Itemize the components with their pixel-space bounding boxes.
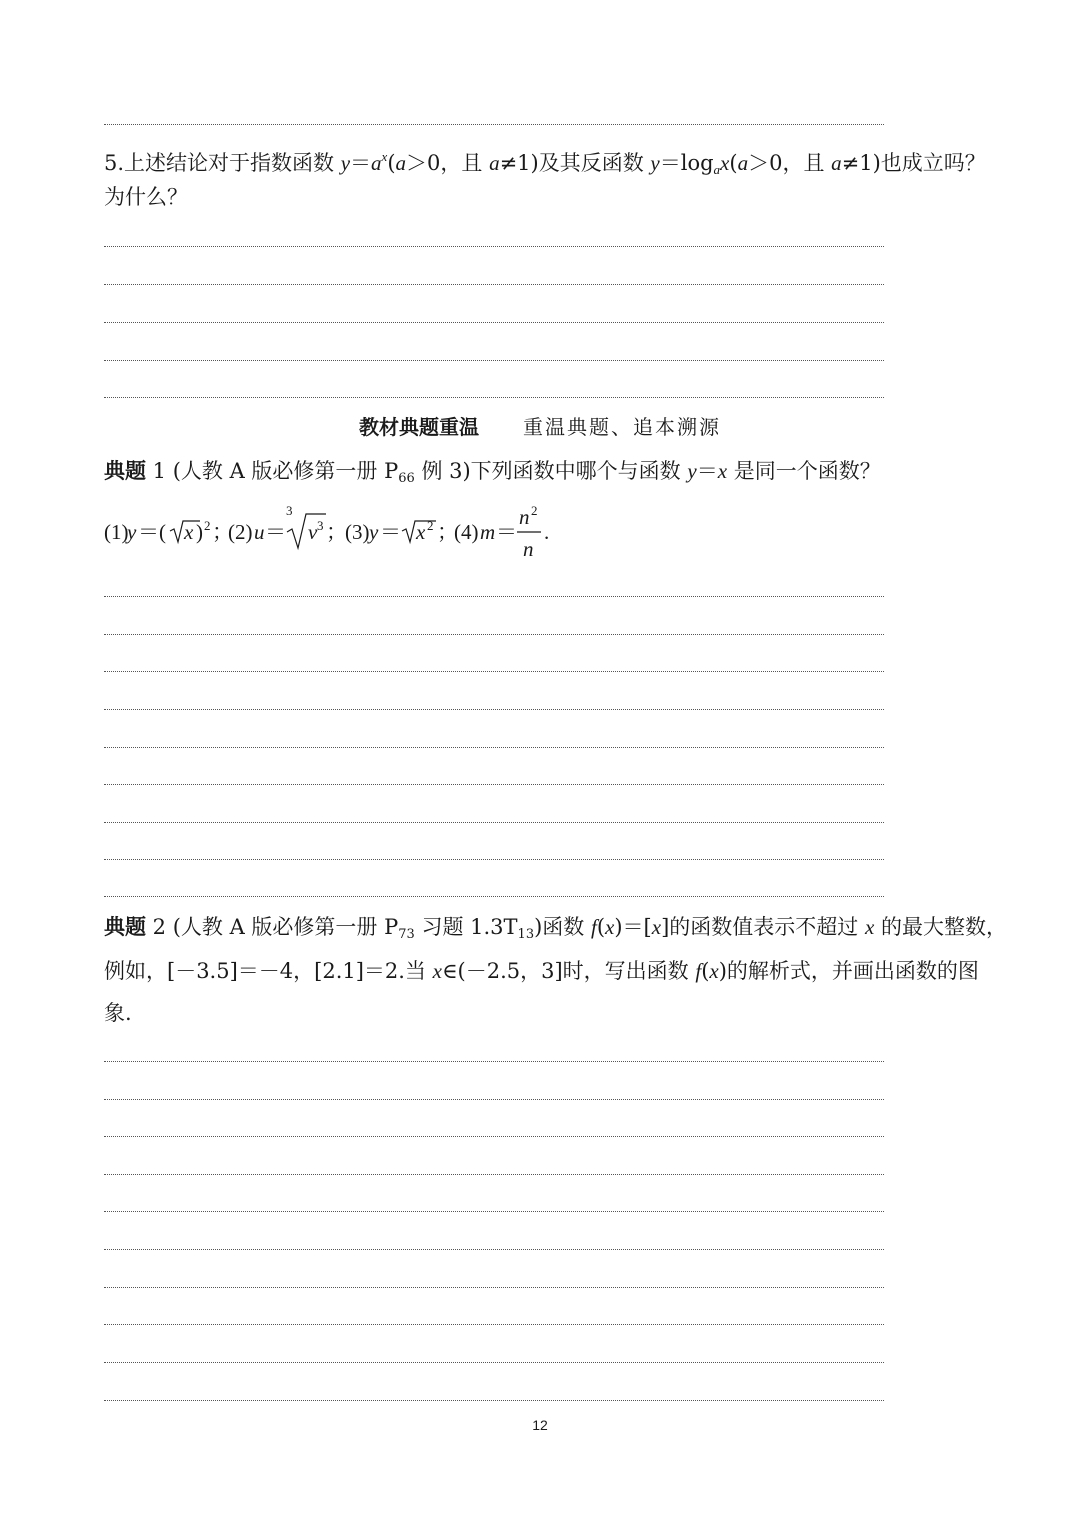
answer-line	[104, 1211, 884, 1212]
section-subtitle: 重温典题、追本溯源	[523, 415, 721, 439]
answer-line	[104, 596, 884, 597]
answer-line	[104, 1174, 884, 1175]
formula-2-eq: ＝	[265, 520, 286, 544]
answer-line	[104, 709, 884, 710]
formula-2-label: (2)	[228, 520, 253, 544]
formula-4-end: .	[544, 520, 550, 544]
answer-line	[104, 124, 884, 125]
formula-4-m: m	[480, 520, 496, 544]
formula-4-denominator: n	[523, 537, 534, 561]
answer-line	[104, 747, 884, 748]
formula-2-u: u	[254, 520, 265, 544]
formula-4-numerator: n	[519, 505, 530, 529]
problem2-line1: 典题 2 (人教 A 版必修第一册 $P_{73}$ 习题 $1.3T_{13}$)函数 f(x)＝[x]的函数值表示不超过 x 的最大整数，	[104, 915, 1007, 942]
formula-4-label: (4)	[454, 520, 479, 544]
formula-3-pow: 2	[427, 518, 434, 533]
answer-line	[104, 859, 884, 860]
formula-2-v: v	[308, 520, 318, 544]
formula-3-label: (3)	[345, 520, 370, 544]
formula-3-eq: ＝	[380, 520, 401, 544]
formula-3-y: y	[369, 520, 379, 544]
answer-line	[104, 896, 884, 897]
formula-1-pow: 2	[204, 518, 211, 533]
answer-line	[104, 246, 884, 247]
section-heading	[0, 412, 1080, 442]
answer-line	[104, 1287, 884, 1288]
answer-line	[104, 284, 884, 285]
answer-line	[104, 1324, 884, 1325]
formula-1-close: )	[196, 520, 203, 544]
problem1-formulas	[104, 500, 704, 570]
answer-line	[104, 822, 884, 823]
answer-line	[104, 1136, 884, 1137]
formula-1-x: x	[184, 520, 194, 544]
answer-line	[104, 322, 884, 323]
problem2-line2: 例如，[－3.5]＝－4，[2.1]＝2.当 x∈(－2.5，3]时，写出函数 f(x)的解析式，并画出函数的图	[104, 959, 979, 983]
formula-1-label: (1)	[104, 520, 129, 544]
answer-line	[104, 784, 884, 785]
formula-1-eq: ＝(	[138, 520, 166, 544]
answer-line	[104, 1099, 884, 1100]
formula-2-sep: ；	[326, 520, 347, 544]
page-number: 12	[532, 1417, 548, 1433]
answer-line	[104, 397, 884, 398]
problem2-line3: 象.	[104, 1001, 132, 1025]
formula-1-sep: ；	[212, 520, 233, 544]
problem1-statement: 典题 1 (人教 A 版必修第一册 $P_{66}$ 例 3)下列函数中哪个与函数 y＝x 是同一个函数？	[104, 459, 881, 486]
answer-line	[104, 1249, 884, 1250]
answer-line	[104, 1061, 884, 1062]
formula-4-eq: ＝	[496, 520, 517, 544]
section-title: 教材典题重温	[359, 415, 479, 439]
formula-3-x: x	[416, 520, 426, 544]
formula-3-sep: ；	[437, 520, 458, 544]
question5-line2: 为什么？	[104, 185, 188, 209]
formula-2-index: 3	[286, 503, 293, 518]
answer-line	[104, 360, 884, 361]
answer-line	[104, 671, 884, 672]
question5-line1: 5.上述结论对于指数函数 $y=a^x(a>0$，且 a≠1)及其反函数 $y=\log_ax(a>0$，且 a≠1)也成立吗？	[104, 149, 986, 177]
formula-2-pow: 3	[317, 518, 324, 533]
formula-1-y: y	[127, 520, 137, 544]
answer-line	[104, 1362, 884, 1363]
answer-line	[104, 634, 884, 635]
formula-4-numerator-pow: 2	[531, 503, 538, 518]
answer-line	[104, 1400, 884, 1401]
